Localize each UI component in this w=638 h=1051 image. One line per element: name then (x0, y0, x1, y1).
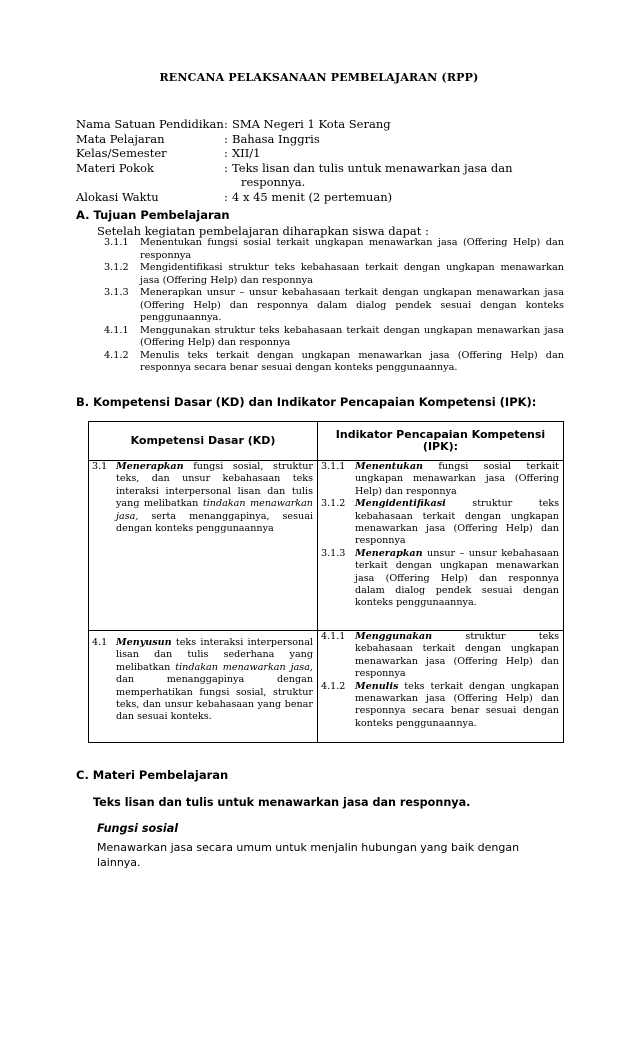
info-value: responnya. (241, 175, 306, 189)
objective-item (104, 325, 564, 350)
info-key: Nama Satuan Pendidikan (76, 117, 224, 131)
info-row (76, 132, 551, 147)
ipk-text: Menulis teks terkait dengan ungkapan menawarkan jasa (Offering Help) dan responnya secara benar sesuai dengan konteks penggunaannya. (355, 680, 559, 729)
objective-item (104, 262, 564, 287)
objective-text: Mengidentifikasi struktur teks kebahasaan terkait dengan ungkapan menawarkan jasa (Offering Help) dan responnya (140, 262, 564, 286)
info-row (76, 117, 551, 132)
kd-text: Menerapkan fungsi sosial, struktur teks, dan unsur kebahasaan teks interaksi interpersonal lisan dan tulis yang melibatkan tindakan menawarkan jasa, serta menanggapinya, sesuai dengan konteks penggunaannya (116, 461, 313, 535)
ipk-number: 3.1.3 (321, 547, 346, 559)
info-row (76, 161, 551, 176)
table-row (89, 461, 564, 631)
objective-number: 3.1.2 (104, 262, 129, 273)
section-a-heading: A. Tujuan Pembelajaran (76, 208, 230, 222)
ipk-number: 4.1.1 (321, 631, 346, 642)
objective-number: 4.1.2 (104, 349, 129, 361)
info-row (76, 190, 551, 205)
kd-number: 3.1 (92, 461, 108, 472)
ipk-item (318, 681, 563, 731)
ipk-cell (318, 461, 564, 631)
kd-ipk-table (88, 421, 564, 743)
ipk-item (318, 548, 563, 610)
section-b-heading: B. Kompetensi Dasar (KD) dan Indikator Pencapaian Kompetensi (IPK): (76, 395, 537, 409)
info-colon: : (224, 189, 228, 204)
info-row-continuation (76, 175, 551, 190)
info-value: SMA Negeri 1 Kota Serang (232, 117, 391, 131)
objective-item (104, 350, 564, 375)
ipk-number: 4.1.2 (321, 680, 346, 692)
table-row (89, 631, 564, 743)
objective-number: 3.1.1 (104, 237, 129, 248)
info-key: Kelas/Semester (76, 146, 167, 160)
ipk-text: Mengidentifikasi struktur teks kebahasaan terkait dengan ungkapan menawarkan jasa (Offering Help) dan responnya (355, 498, 559, 547)
section-c-heading: C. Materi Pembelajaran (76, 768, 229, 782)
info-value: XII/1 (232, 146, 261, 160)
objective-text: Menentukan fungsi sosial terkait ungkapan menawarkan jasa (Offering Help) dan responnya (140, 237, 564, 261)
ipk-text: Menentukan fungsi sosial terkait ungkapan menawarkan jasa (Offering Help) dan responnya (355, 461, 559, 497)
column-header-kd: Kompetensi Dasar (KD) (89, 422, 318, 461)
ipk-number: 3.1.1 (321, 461, 346, 472)
info-key: Mata Pelajaran (76, 131, 165, 146)
objective-item (104, 237, 564, 262)
ipk-text: Menggunakan struktur teks kebahasaan terkait dengan ungkapan menawarkan jasa (Offering Help) dan responnya (355, 631, 559, 680)
document-title: RENCANA PELAKSANAAN PEMBELAJARAN (RPP) (159, 71, 479, 84)
materi-subheading: Teks lisan dan tulis untuk menawarkan jasa dan responnya. (93, 796, 471, 809)
fungsi-sosial-text: Menawarkan jasa secara umum untuk menjalin hubungan yang baik dengan lainnya. (97, 841, 520, 869)
objectives-list (104, 237, 564, 375)
info-value: Bahasa Inggris (232, 131, 320, 146)
objective-text: Menerapkan unsur – unsur kebahasaan terkait dengan ungkapan menawarkan jasa (Offering Help) dan responnya dalam dialog pendek sesuai dengan konteks penggunaannya. (140, 287, 564, 323)
objective-text: Menggunakan struktur teks kebahasaan terkait dengan ungkapan menawarkan jasa (Offering Help) dan responnya (140, 324, 564, 348)
ipk-item (318, 461, 563, 498)
info-colon: : (224, 131, 228, 146)
objective-item (104, 287, 564, 325)
objective-number: 4.1.1 (104, 324, 129, 336)
objective-text: Menulis teks terkait dengan ungkapan menawarkan jasa (Offering Help) dan responnya secara benar sesuai dengan konteks penggunaannya. (140, 349, 564, 373)
ipk-item (318, 498, 563, 548)
ipk-number: 3.1.2 (321, 498, 346, 510)
info-row (76, 146, 551, 161)
info-value: Teks lisan dan tulis untuk menawarkan jasa dan (232, 160, 513, 175)
kd-number: 4.1 (92, 637, 108, 648)
kd-cell (89, 631, 318, 743)
info-colon: : (224, 146, 228, 160)
info-key: Alokasi Waktu (76, 189, 159, 204)
kd-text: Menyusun teks interaksi interpersonal lisan dan tulis sederhana yang melibatkan tindakan menawarkan jasa, dan menanggapinya dengan memperhatikan fungsi sosial, struktur teks, dan unsur kebahasaan yang benar dan sesuai konteks. (116, 637, 313, 723)
table-header-row (89, 422, 564, 461)
info-colon: : (224, 117, 228, 131)
objective-number: 3.1.3 (104, 287, 129, 298)
identity-block (76, 117, 551, 204)
info-value: 4 x 45 menit (2 pertemuan) (232, 189, 393, 204)
ipk-cell (318, 631, 564, 743)
kd-cell (89, 461, 318, 631)
fungsi-sosial-title: Fungsi sosial (97, 822, 179, 835)
ipk-item (318, 631, 563, 681)
section-a-intro: Setelah kegiatan pembelajaran diharapkan siswa dapat : (97, 224, 429, 238)
ipk-text: Menerapkan unsur – unsur kebahasaan terkait dengan ungkapan menawarkan jasa (Offering Help) dan responnya dalam dialog pendek sesuai dengan konteks penggunaannya. (355, 547, 559, 609)
info-colon: : (224, 160, 228, 175)
column-header-ipk: Indikator Pencapaian Kompetensi (IPK): (318, 422, 564, 461)
info-key: Materi Pokok (76, 160, 154, 175)
